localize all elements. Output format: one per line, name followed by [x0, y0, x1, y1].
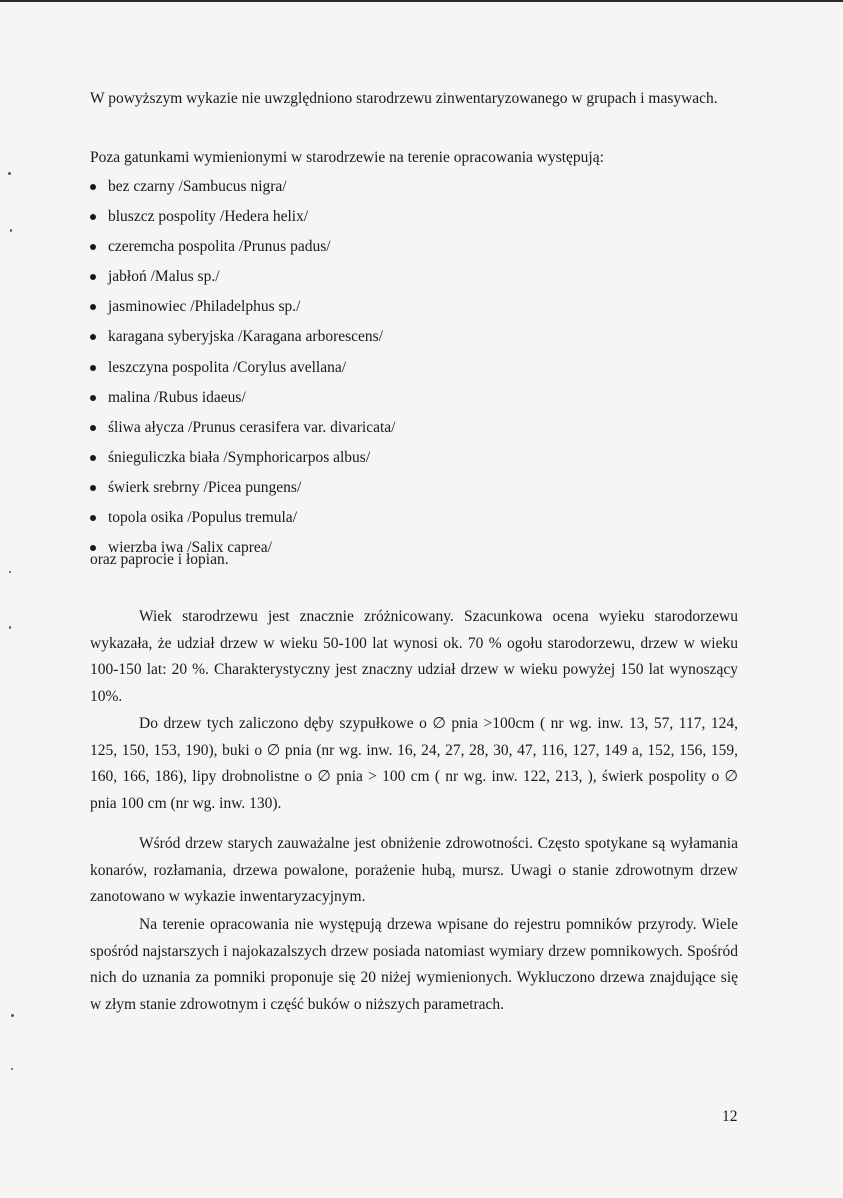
- species-intro: Poza gatunkami wymienionymi w starodrzewie na terenie opracowania występują:: [90, 149, 604, 166]
- list-item-label: bluszcz pospolity /Hedera helix/: [108, 208, 309, 226]
- list-item-label: jabłoń /Malus sp./: [108, 268, 220, 286]
- paragraph-old-trees: [90, 711, 738, 817]
- bullet-icon: [90, 425, 96, 431]
- list-item: [90, 387, 395, 417]
- scan-top-edge: [0, 0, 843, 2]
- species-closing: oraz paprocie i łopian.: [90, 551, 229, 568]
- list-item: [90, 447, 395, 477]
- scan-speck: [8, 172, 11, 175]
- list-item-label: topola osika /Populus tremula/: [108, 509, 297, 527]
- species-list: [90, 176, 395, 567]
- list-item: [90, 266, 395, 296]
- bullet-icon: [90, 184, 96, 190]
- list-item-label: jasminowiec /Philadelphus sp./: [108, 298, 301, 316]
- list-item-label: śliwa ałycza /Prunus cerasifera var. divaricata/: [108, 418, 396, 436]
- bullet-icon: [90, 334, 96, 340]
- intro-note: W powyższym wykazie nie uwzględniono starodrzewu zinwentaryzowanego w grupach i masywach.: [90, 90, 718, 107]
- list-item-label: świerk srebrny /Picea pungens/: [108, 478, 302, 496]
- list-item: [90, 176, 395, 206]
- bullet-icon: [90, 515, 96, 521]
- list-item: [90, 206, 395, 236]
- list-item: [90, 357, 395, 387]
- list-item: [90, 507, 395, 537]
- list-item: [90, 296, 395, 326]
- paragraph-text: Wśród drzew starych zauważalne jest obniżenie zdrowotności. Często spotykane są wyłamania konarów, rozłamania, drzewa powalone, porażenie hubą, mursz. Uwagi o stanie zdrowotnym drzew zanotowano w wykazie inwentaryzacyjnym.: [90, 835, 738, 905]
- paragraph-text: Wiek starodrzewu jest znacznie zróżnicowany. Szacunkowa ocena wyieku starodorzewu wykazała, że udział drzew w wieku 50-100 lat wynosi ok. 70 % ogołu starodorzewu, drzew w wieku 100-150 lat: 20 %. Charakterystyczny jest znaczny udział drzew w wieku powyżej 150 lat wynoszący 10%.: [90, 608, 738, 705]
- bullet-icon: [90, 395, 96, 401]
- scan-speck: [11, 1068, 13, 1070]
- bullet-icon: [90, 304, 96, 310]
- paragraph-health: [90, 831, 738, 911]
- scan-speck: [9, 626, 11, 629]
- scan-speck: [10, 229, 12, 232]
- bullet-icon: [90, 485, 96, 491]
- page-number: 12: [722, 1108, 738, 1125]
- bullet-icon: [90, 244, 96, 250]
- paragraph-age: [90, 604, 738, 710]
- list-item-label: malina /Rubus idaeus/: [108, 388, 246, 406]
- list-item: [90, 477, 395, 507]
- bullet-icon: [90, 365, 96, 371]
- bullet-icon: [90, 455, 96, 461]
- scan-speck: [11, 1014, 14, 1017]
- paragraph-monuments: [90, 912, 738, 1018]
- list-item: [90, 236, 395, 266]
- scan-speck: [9, 571, 11, 573]
- list-item-label: śnieguliczka biała /Symphoricarpos albus/: [108, 448, 371, 466]
- paragraph-text: Do drzew tych zaliczono dęby szypułkowe o ∅ pnia >100cm ( nr wg. inw. 13, 57, 117, 124, 125, 150, 153, 190), buki o ∅ pnia (nr wg. inw. 16, 24, 27, 28, 30, 47, 116, 127, 149 a, 152, 156, 159, 160, 166, 186), lipy drobnolistne o ∅ pnia > 100 cm ( nr wg. inw. 122, 213, ), świerk pospolity o ∅ pnia 100 cm (nr wg. inw. 130).: [90, 715, 738, 812]
- list-item: [90, 417, 395, 447]
- paragraph-text: Na terenie opracowania nie występują drzewa wpisane do rejestru pomników przyrody. Wiele spośród najstarszych i najokazalszych drzew posiada natomiast wymiary drzew pomnikowych. Spośród nich do uznania za pomniki proponuje się 20 niżej wymienionych. Wykluczono drzewa znajdujące się w złym stanie zdrowotnym i część buków o niższych parametrach.: [90, 916, 738, 1013]
- list-item-label: karagana syberyjska /Karagana arborescens/: [108, 328, 383, 346]
- list-item-label: leszczyna pospolita /Corylus avellana/: [108, 358, 347, 376]
- list-item-label: bez czarny /Sambucus nigra/: [108, 178, 287, 195]
- list-item-label: czeremcha pospolita /Prunus padus/: [108, 238, 331, 256]
- bullet-icon: [90, 214, 96, 220]
- list-item-label: wierzba iwa /Salix caprea/: [108, 539, 272, 557]
- bullet-icon: [90, 274, 96, 280]
- list-item: [90, 326, 395, 356]
